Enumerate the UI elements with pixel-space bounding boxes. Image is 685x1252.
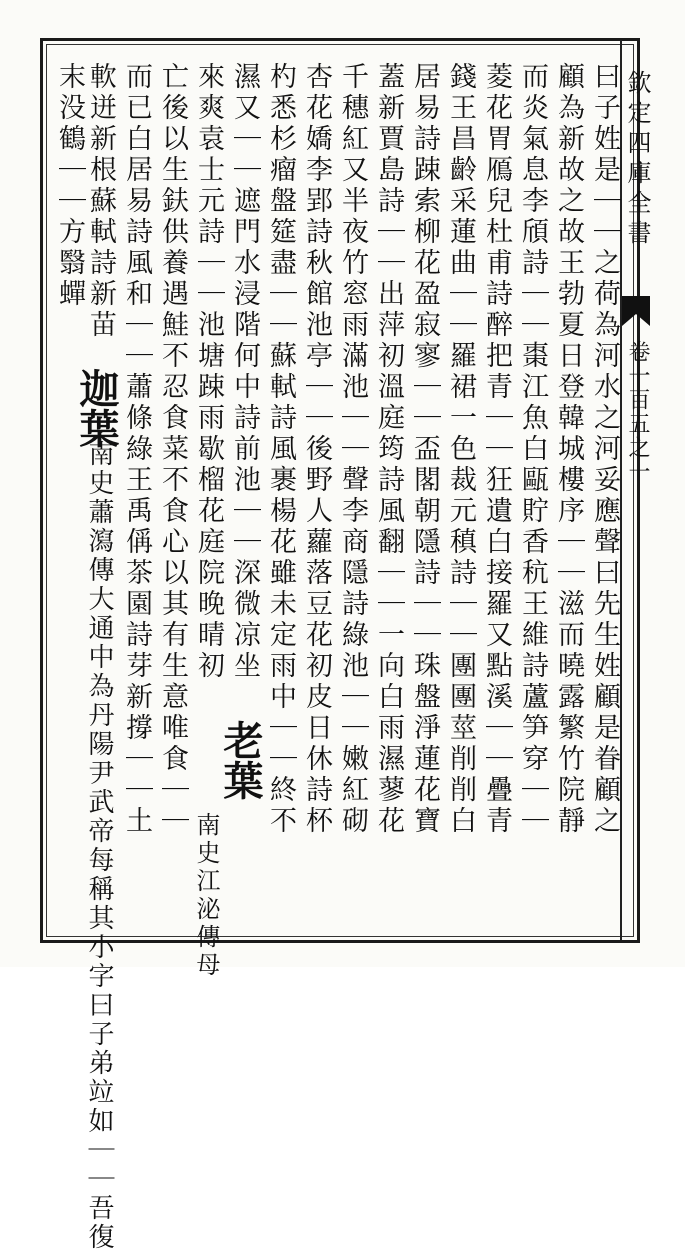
entry-text-1: 南史江泌傳母 xyxy=(192,812,220,980)
text-column-10: 杓悉杉瘤盤筵盡｜｜蘇軾詩風裹楊花雖未定雨中｜｜終不 xyxy=(265,62,296,837)
text-column-12: 來爽袁士元詩｜｜池塘踈雨歇榴花庭院晚晴初 xyxy=(193,62,224,682)
text-column-1: 曰子姓是｜｜之荷為河水之河妥應聲曰先生姓顧是眷顧之 xyxy=(589,62,620,837)
entry-headword-2: 迦葉 xyxy=(73,368,120,448)
text-column-14: 而已白居易詩風和｜｜蕭條綠王禹偁茶園詩芽新撐｜｜土 xyxy=(121,62,152,837)
text-column-9: 杏花嬌李郢詩秋館池亭｜｜後野人蘿落豆花初皮日休詩杯 xyxy=(301,62,332,837)
text-column-4: 菱花胃鴈兒杜甫詩醉把青｜｜狂遺白接羅又點溪｜｜疊青 xyxy=(481,62,512,837)
text-column-5: 錢王昌齡采蓮曲｜｜羅裙一色裁元稹詩｜｜團團莖削削白 xyxy=(445,62,476,837)
entry-headword-1: 老葉 xyxy=(217,720,264,800)
text-column-3: 而炎氣息李頎詩｜｜棗江魚白甌貯香秔王維詩蘆笋穿｜｜ xyxy=(517,62,548,837)
text-column-16: 末没鶴｜｜方翳蟬 xyxy=(54,62,85,310)
text-column-15: 軟迸新根蘇軾詩新苗 xyxy=(85,62,116,341)
text-column-11: 濕又｜｜遮門水浸階何中詩前池｜｜深微凉坐 xyxy=(229,62,260,682)
margin-volume-label: 卷一百五之一 xyxy=(625,340,650,484)
text-column-8: 千穗紅又半夜竹窓雨滿池｜｜聲李商隱詩綠池｜｜嫩紅砌 xyxy=(337,62,368,837)
text-column-7: 蓋新賈島詩｜｜出萍初溫庭筠詩風翻｜｜一向白雨濕蓼花 xyxy=(373,62,404,837)
text-column-13: 亡後以生鈇供養遇鮭不忍食菜不食心以其有生意唯食｜｜ xyxy=(157,62,188,837)
margin-book-title: 欽定四庫全書 xyxy=(623,70,651,250)
text-column-6: 居易詩踈索柳花盈寂寥｜｜盃閣朝隱詩｜｜珠盤淨蓮花寶 xyxy=(409,62,440,837)
entry-text-2: 南史蕭瀉傳大通中為丹陽尹武帝每稱其小字曰子弟竝如｜｜吾復 xyxy=(84,440,114,1252)
text-column-2: 顧為新故之故王勃夏日登韓城樓序｜｜滋而曉露繁竹院靜 xyxy=(553,62,584,837)
